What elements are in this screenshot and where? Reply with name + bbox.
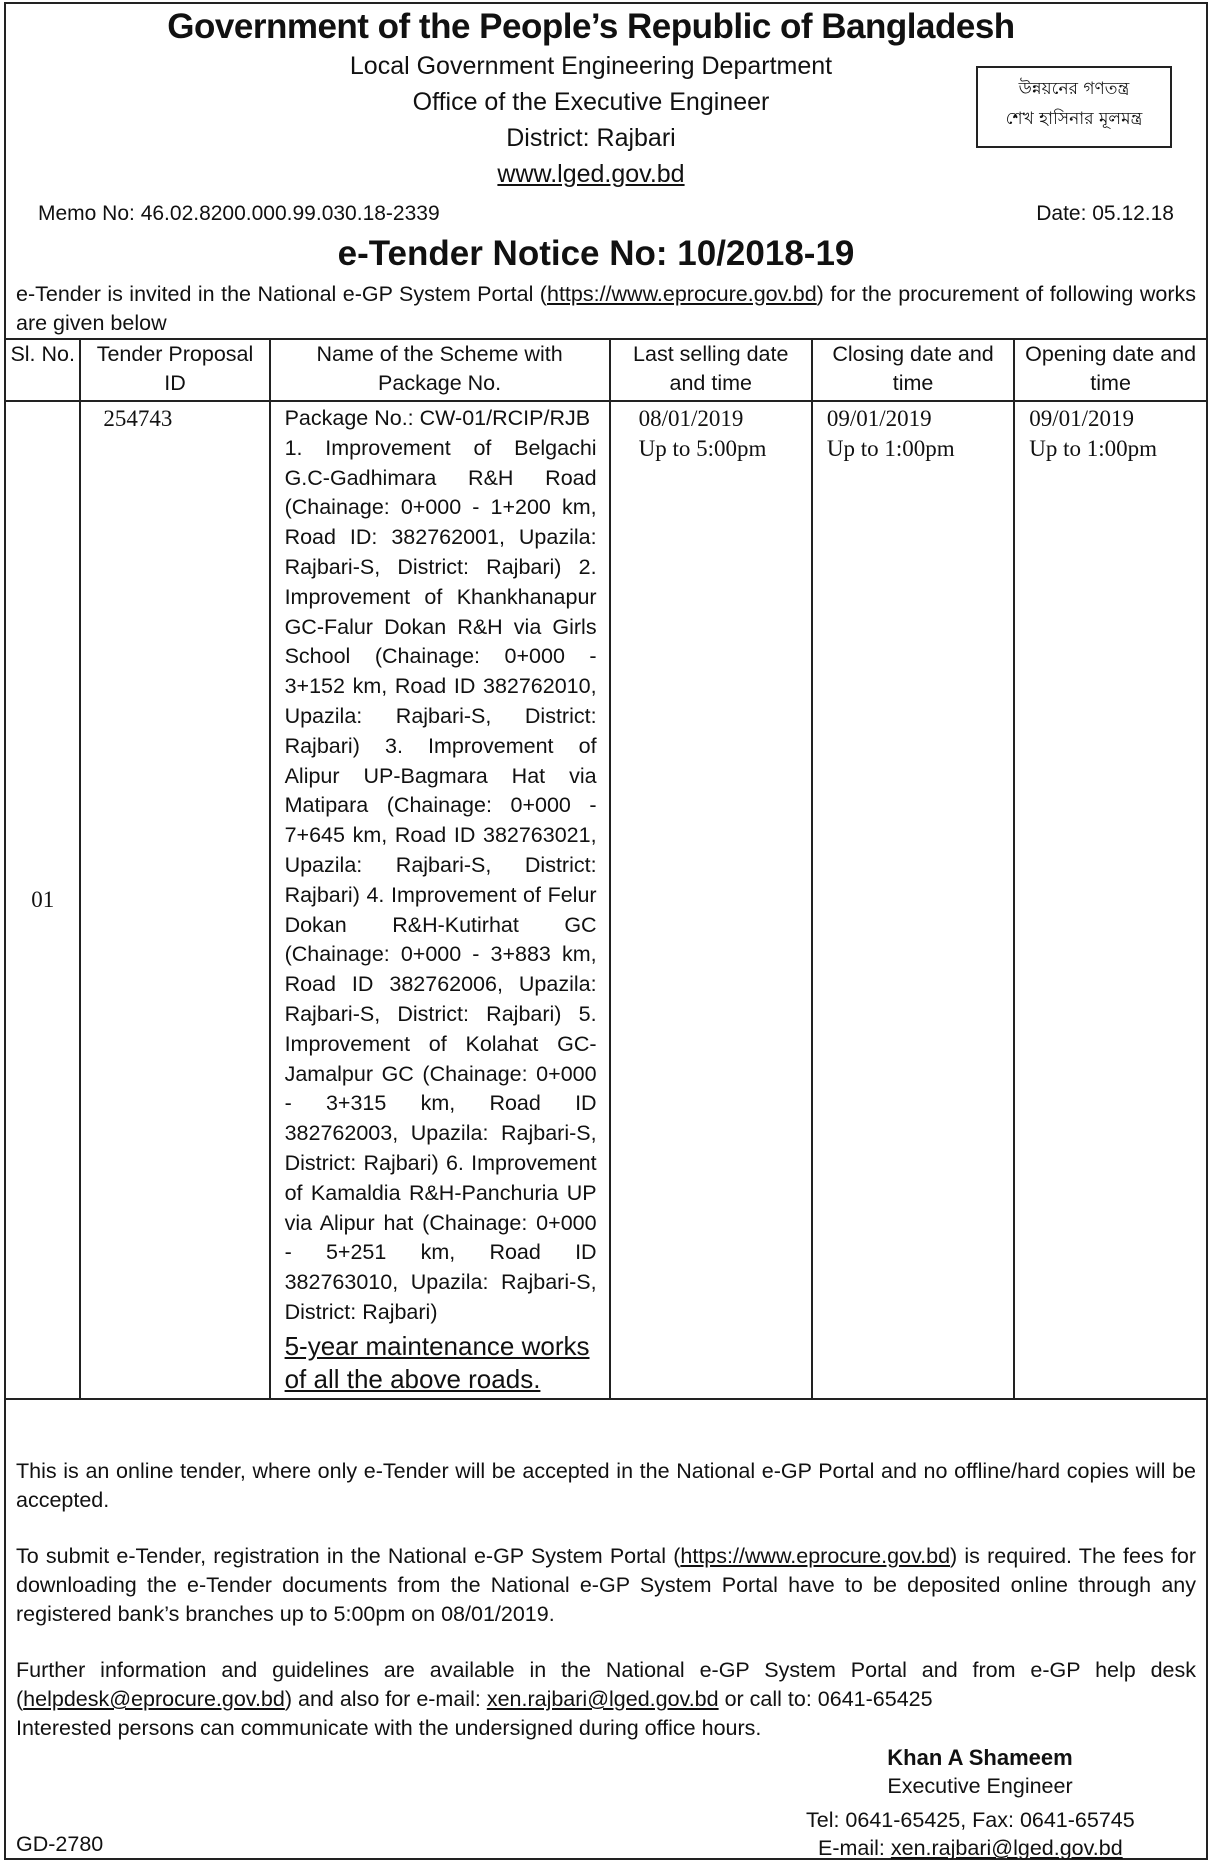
cell-sl-no: 01: [5, 401, 80, 1399]
last-selling-time: Up to 5:00pm: [638, 436, 767, 461]
signer-email-link[interactable]: xen.rajbari@lged.gov.bd: [890, 1836, 1123, 1860]
helpdesk-text-after: or call to: 0641-65425: [718, 1687, 933, 1711]
opening-time: Up to 1:00pm: [1029, 436, 1158, 461]
footer-notes: [16, 1457, 1196, 1743]
district-name: District: Rajbari: [506, 124, 676, 152]
slogan-line-2: শেখ হাসিনার মূলমন্ত্র: [1005, 109, 1143, 129]
website-link[interactable]: www.lged.gov.bd: [497, 160, 685, 188]
cell-last-selling: [610, 401, 812, 1399]
signer-designation: Executive Engineer: [887, 1774, 1073, 1798]
last-selling-date: 08/01/2019: [638, 406, 744, 431]
registration-text-before: To submit e-Tender, registration in the National e-GP System Portal (: [16, 1544, 681, 1568]
contact-block: [806, 1806, 1135, 1862]
header-last-selling: Last selling date and time: [610, 339, 812, 401]
cell-closing: [812, 401, 1014, 1399]
table-row: [5, 401, 1207, 1399]
tender-table: [4, 338, 1208, 1400]
office-hours-note: Interested persons can communicate with the undersigned during office hours.: [16, 1716, 762, 1740]
memo-number: Memo No: 46.02.8200.000.99.030.18-2339: [38, 202, 440, 225]
intro-text-after: ) for the procurement of following works are given below: [16, 282, 1196, 335]
table-header-row: [5, 339, 1207, 401]
slogan-box: [976, 66, 1172, 148]
office-name: Office of the Executive Engineer: [412, 88, 770, 116]
maintenance-note: 5-year maintenance works of all the above roads.: [284, 1330, 590, 1394]
header-opening: Opening date and time: [1014, 339, 1207, 401]
closing-date: 09/01/2019: [826, 406, 932, 431]
notice-title: e-Tender Notice No: 10/2018-19: [337, 234, 855, 273]
cell-scheme: [270, 401, 610, 1399]
registration-note: [16, 1542, 1196, 1629]
cell-tender-id: 254743: [80, 401, 269, 1399]
slogan-line-1: উন্নয়নের গণতন্ত্র: [1018, 79, 1130, 99]
helpdesk-text-before: Further information and guidelines are available in the National e-GP System Portal and from e-GP help desk (: [16, 1658, 1196, 1711]
signer-email-line: [806, 1834, 1135, 1862]
office-email-link[interactable]: xen.rajbari@lged.gov.bd: [486, 1687, 719, 1711]
closing-time: Up to 1:00pm: [826, 436, 955, 461]
header-closing: Closing date and time: [812, 339, 1014, 401]
tel-fax: Tel: 0641-65425, Fax: 0641-65745: [806, 1808, 1135, 1832]
scheme-description: 1. Improvement of Belgachi G.C-Gadhimara R&H Road (Chainage: 0+000 - 1+200 km, Road ID: 382762001, Upazila: Rajbari-S, District: Rajbari) 2. Improvement of Khankhanapur GC-Falur Dokan R&H via Girls School (Chainage: 0+000 - 3+152 km, Road ID 382762010, Upazila: Rajbari-S, District: Rajbari) 3. Improvement of Alipur UP-Bagmara Hat via Matipara (Chainage: 0+000 - 7+645 km, Road ID 382763021, Upazila: Rajbari-S, District: Rajbari) 4. Improvement of Felur Dokan R&H-Kutirhat GC (Chainage: 0+000 - 3+883 km, Road ID 382762006, Upazila: Rajbari-S, District: Rajbari) 5. Improvement of Kolahat GC-Jamalpur GC (Chainage: 0+000 - 3+315 km, Road ID 382762003, Upazila: Rajbari-S, District: Rajbari) 6. Improvement of Kamaldia R&H-Panchuria UP via Alipur hat (Chainage: 0+000 - 5+251 km, Road ID 382763010, Upazila: Rajbari-S, District: Rajbari): [284, 435, 597, 1324]
cell-opening: [1014, 401, 1207, 1399]
header-tender-id: Tender Proposal ID: [80, 339, 269, 401]
opening-date: 09/01/2019: [1029, 406, 1135, 431]
intro-text-before: e-Tender is invited in the National e-GP System Portal (: [16, 282, 547, 306]
signer-name: Khan A Shameem: [887, 1745, 1073, 1770]
notice-date: Date: 05.12.18: [1036, 202, 1174, 225]
helpdesk-email-link[interactable]: helpdesk@eprocure.gov.bd: [23, 1687, 285, 1711]
registration-text-after: ) is required. The fees for downloading the e-Tender documents from the National e-GP System Portal have to be deposited online through any registered bank’s branches up to 5:00pm on 08/01/2019.: [16, 1544, 1196, 1626]
header-sl-no: Sl. No.: [5, 339, 80, 401]
email-label: E-mail:: [818, 1836, 891, 1860]
helpdesk-text-mid: ) and also for e-mail:: [284, 1687, 487, 1711]
government-title: Government of the People’s Republic of Bangladesh: [167, 7, 1015, 46]
gd-number: GD-2780: [16, 1832, 104, 1856]
helpdesk-note: [16, 1656, 1196, 1714]
header-scheme: Name of the Scheme with Package No.: [270, 339, 610, 401]
department-name: Local Government Engineering Department: [349, 52, 833, 80]
portal-link[interactable]: https://www.eprocure.gov.bd: [546, 282, 817, 306]
online-tender-note: This is an online tender, where only e-Tender will be accepted in the National e-GP Portal and no offline/hard copies will be accepted.: [16, 1459, 1196, 1512]
signature-block: [880, 1743, 1080, 1801]
intro-paragraph: [16, 280, 1196, 338]
registration-portal-link[interactable]: https://www.eprocure.gov.bd: [680, 1544, 951, 1568]
package-number: Package No.: CW-01/RCIP/RJB: [284, 406, 591, 430]
